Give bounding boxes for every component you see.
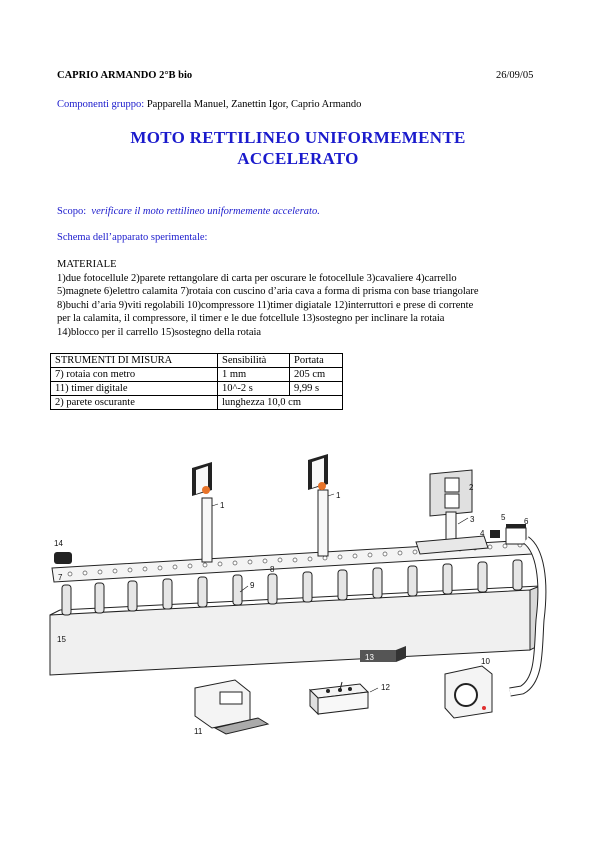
page-title [0,127,596,169]
materials-line: 14)blocco per il carrello 15)sostegno della rotaia [57,326,262,338]
table-cell: 7) rotaia con metro [51,368,218,382]
label-4: 4 [480,529,485,538]
label-15: 15 [57,635,66,644]
title-line-2: ACCELERATO [237,149,359,168]
group-line [57,98,361,112]
label-10: 10 [481,657,490,666]
electromagnet [506,528,526,544]
label-7: 7 [58,573,63,582]
materials-section [57,258,537,340]
label-1a: 1 [220,501,225,510]
stop-block [54,552,72,564]
digital-timer [195,680,268,734]
table-header-row [51,354,343,368]
materials-line: 1)due fotocellule 2)parete rettangolare di carta per oscurare le fotocellule 3)cavaliere 4)carrello [57,272,457,284]
photocell-left [192,462,212,562]
compressor [445,666,492,718]
label-11: 11 [194,727,203,736]
table-row [51,368,343,382]
photocell-right [308,454,328,556]
paper-screen [430,470,472,544]
label-13: 13 [365,653,374,662]
author-line: CAPRIO ARMANDO 2°B bio [57,70,193,81]
label-1b: 1 [336,491,341,500]
materials-heading: MATERIALE [57,259,117,270]
scope-text: verificare il moto rettilineo uniformemente accelerato. [91,206,320,217]
schema-heading: Schema dell’apparato sperimentale: [57,232,208,243]
magnet [490,530,500,538]
label-2: 2 [469,483,474,492]
rail-support [50,590,530,675]
materials-line: 5)magnete 6)elettro calamita 7)rotaia con cuscino d’aria cava a forma di prisma con base triangolare [57,286,479,298]
table-header-cell: STRUMENTI DI MISURA [51,354,218,368]
label-14: 14 [54,539,63,548]
title-line-1: MOTO RETTILINEO UNIFORMEMENTE [130,128,466,147]
table-cell: 1 mm [218,368,290,382]
materials-line: per la calamita, il compressore, il timer e le due fotcellule 13)sostegno per inclinare la rotaia [57,313,445,325]
table-cell: 205 cm [290,368,343,382]
scope-line [57,205,320,219]
instruments-table [50,353,343,410]
label-12: 12 [381,683,390,692]
table-cell: lunghezza 10,0 cm [218,396,343,410]
label-9: 9 [250,581,255,590]
table-cell: 11) timer digitale [51,382,218,396]
label-8: 8 [270,565,275,574]
table-header-cell: Sensibilità [218,354,290,368]
date: 26/09/05 [496,70,534,81]
label-6: 6 [524,517,529,526]
table-cell: 2) parete oscurante [51,396,218,410]
table-header-cell: Portata [290,354,343,368]
table-row [51,382,343,396]
photocell-dot [202,486,210,494]
group-members: Papparella Manuel, Zanettin Igor, Caprio Armando [144,99,362,110]
label-5: 5 [501,513,506,522]
group-label: Componenti gruppo: [57,99,145,110]
table-row [51,396,343,410]
label-3: 3 [470,515,475,524]
photocell-dot [318,482,326,490]
scope-label: Scopo: [57,206,87,217]
apparatus-diagram [40,440,560,740]
power-switches [310,682,368,714]
table-cell: 10^-2 s [218,382,290,396]
table-cell: 9,99 s [290,382,343,396]
materials-line: 8)buchi d’aria 9)viti regolabili 10)compressore 11)timer digiatale 12)interruttori e prese di corrente [57,299,474,311]
